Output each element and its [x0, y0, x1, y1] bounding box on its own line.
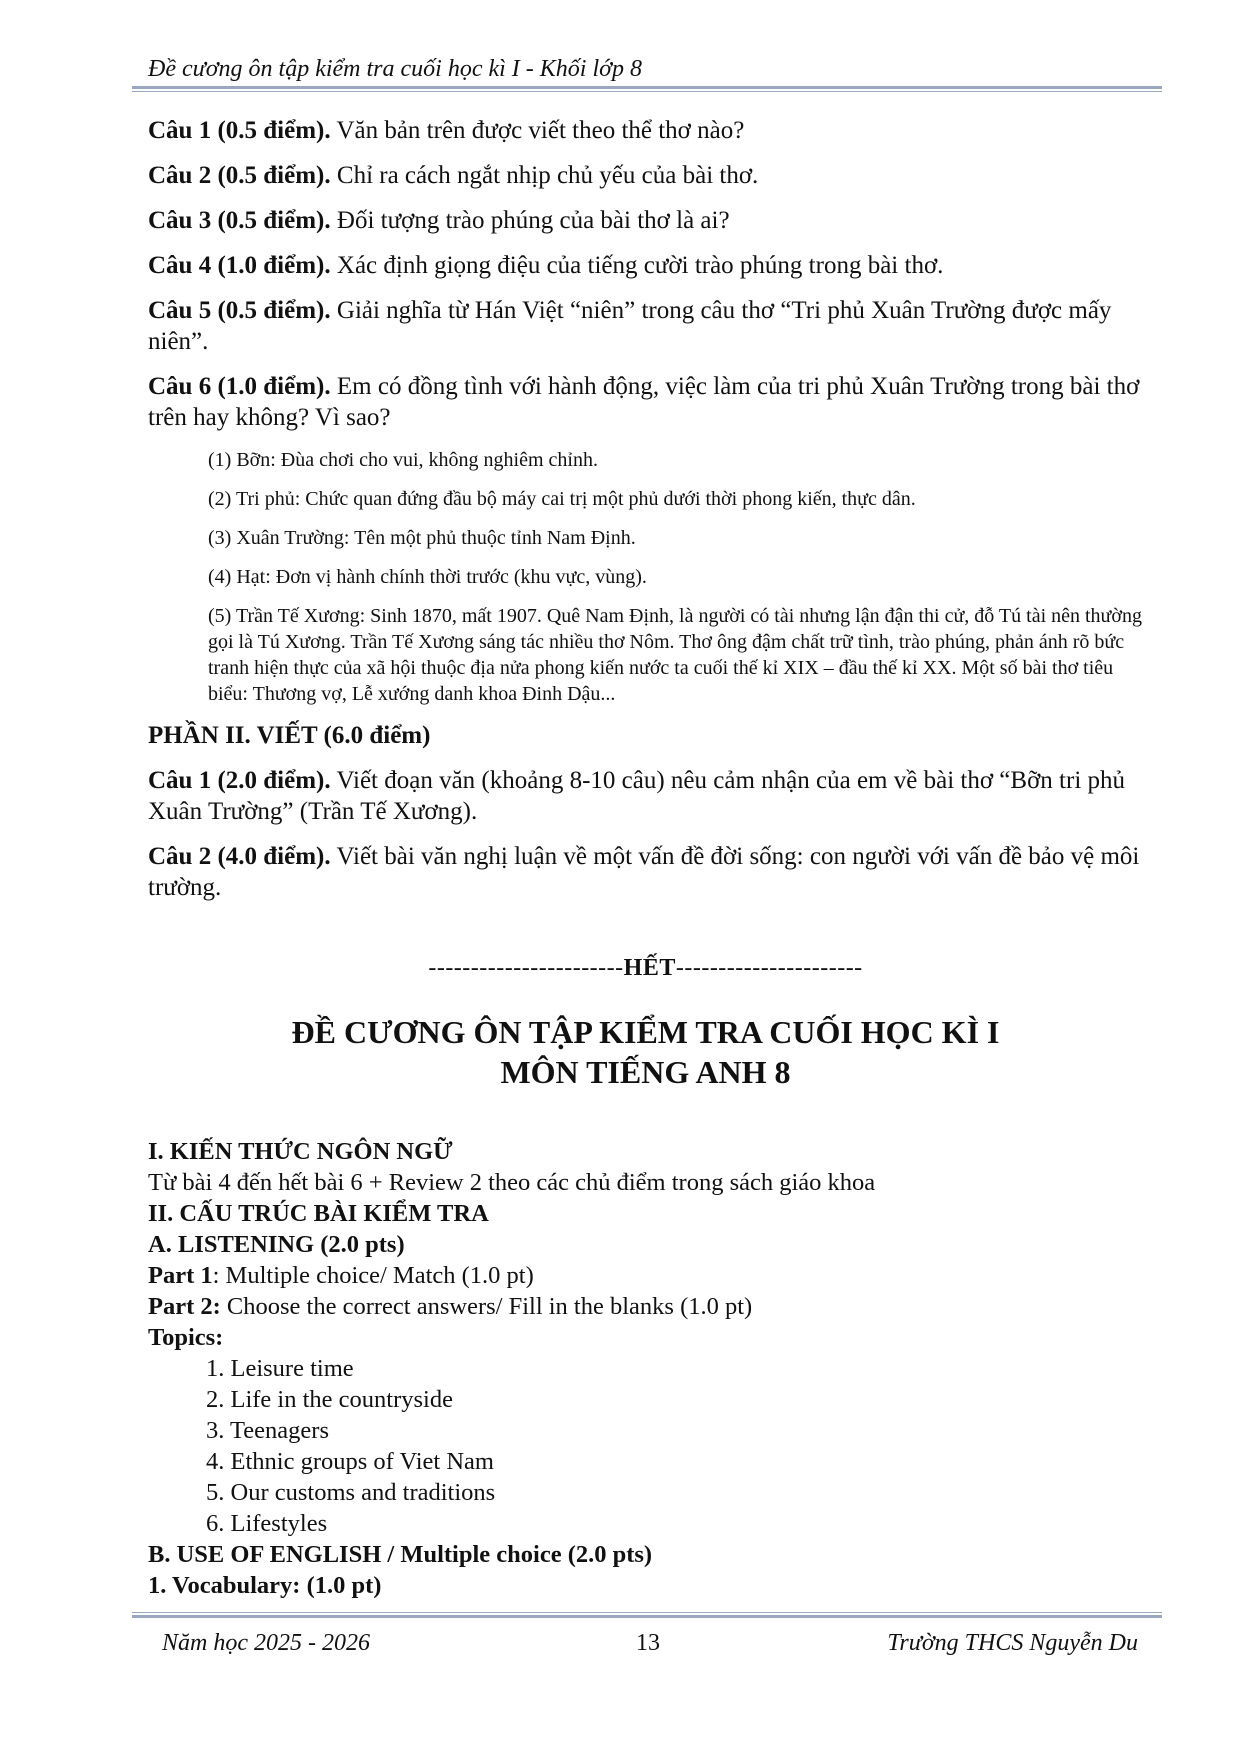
- topic-item: 6. Lifestyles: [206, 1510, 328, 1537]
- topics-label: Topics:: [148, 1324, 224, 1351]
- section-2-heading: II. CẤU TRÚC BÀI KIỂM TRA: [148, 1200, 489, 1227]
- topic-item: 1. Leisure time: [206, 1355, 354, 1382]
- footnote-5: (5) Trần Tế Xương: Sinh 1870, mất 1907. Quê Nam Định, là người có tài nhưng lận đận thi cử, đỗ Tú tài nên thường gọi là Tú Xương. Trần Tế Xương sáng tác nhiều thơ Nôm. Thơ ông đậm chất trữ tình, trào phúng, phản ánh rõ bức tranh hiện thực của xã hội thuộc địa nửa phong kiến nước ta cuối thế kỉ XIX – đầu thế kỉ XX. Một số bài thơ tiêu biểu: Thương vợ, Lễ xướng danh khoa Đinh Dậu...: [208, 605, 1142, 705]
- english-outline: [148, 1136, 1143, 1601]
- listening-part-1: Part 1: Multiple choice/ Match (1.0 pt): [148, 1262, 534, 1289]
- footer-school-name: Trường THCS Nguyễn Du: [887, 1630, 1138, 1656]
- page-header: Đề cương ôn tập kiểm tra cuối học kì I - Khối lớp 8: [148, 56, 642, 82]
- page-number: 13: [636, 1630, 660, 1656]
- listening-heading: A. LISTENING (2.0 pts): [148, 1231, 405, 1258]
- listening-part-2: Part 2: Choose the correct answers/ Fill in the blanks (1.0 pt): [148, 1293, 753, 1320]
- footer-rule: [132, 1612, 1162, 1618]
- writing-question-2: Câu 2 (4.0 điểm). Viết bài văn nghị luận về một vấn đề đời sống: con người với vấn đề bảo vệ môi trường.: [148, 843, 1140, 901]
- question-6: Câu 6 (1.0 điểm). Em có đồng tình với hành động, việc làm của tri phủ Xuân Trường trong bài thơ trên hay không? Vì sao?: [148, 373, 1140, 431]
- question-5: Câu 5 (0.5 điểm). Giải nghĩa từ Hán Việt “niên” trong câu thơ “Tri phủ Xuân Trường được mấy niên”.: [148, 297, 1112, 355]
- vocabulary-heading: 1. Vocabulary: (1.0 pt): [148, 1572, 382, 1599]
- topic-item: 5. Our customs and traditions: [206, 1479, 496, 1506]
- footnote-3: (3) Xuân Trường: Tên một phủ thuộc tỉnh Nam Định.: [208, 527, 636, 549]
- page-content: [148, 115, 1143, 1601]
- section-1-text: Từ bài 4 đến hết bài 6 + Review 2 theo các chủ điểm trong sách giáo khoa: [148, 1169, 876, 1196]
- footnote-1: (1) Bỡn: Đùa chơi cho vui, không nghiêm chỉnh.: [208, 449, 598, 471]
- footnotes: [208, 447, 1143, 707]
- use-of-english-heading: B. USE OF ENGLISH / Multiple choice (2.0 pts): [148, 1541, 653, 1568]
- end-marker: -----------------------HẾT----------------------: [428, 955, 863, 981]
- footnote-2: (2) Tri phủ: Chức quan đứng đầu bộ máy cai trị một phủ dưới thời phong kiến, thực dân.: [208, 488, 916, 510]
- writing-question-1: Câu 1 (2.0 điểm). Viết đoạn văn (khoảng 8-10 câu) nêu cảm nhận của em về bài thơ “Bỡn tri phủ Xuân Trường” (Trần Tế Xương).: [148, 767, 1126, 825]
- question-2: Câu 2 (0.5 điểm). Chỉ ra cách ngắt nhịp chủ yếu của bài thơ.: [148, 162, 759, 189]
- topic-item: 4. Ethnic groups of Viet Nam: [206, 1448, 494, 1475]
- footnote-4: (4) Hạt: Đơn vị hành chính thời trước (khu vực, vùng).: [208, 566, 647, 588]
- question-3: Câu 3 (0.5 điểm). Đối tượng trào phúng của bài thơ là ai?: [148, 207, 730, 234]
- part2-heading: PHẦN II. VIẾT (6.0 điểm): [148, 722, 431, 749]
- header-rule: [132, 86, 1162, 92]
- section-1-heading: I. KIẾN THỨC NGÔN NGỮ: [148, 1138, 453, 1165]
- topic-item: 3. Teenagers: [206, 1417, 330, 1444]
- english-title: ĐỀ CƯƠNG ÔN TẬP KIỂM TRA CUỐI HỌC KÌ I MÔN TIẾNG ANH 8: [291, 1014, 1000, 1090]
- question-1: Câu 1 (0.5 điểm). Văn bản trên được viết theo thể thơ nào?: [148, 117, 745, 144]
- footer-school-year: Năm học 2025 - 2026: [162, 1630, 370, 1656]
- question-4: Câu 4 (1.0 điểm). Xác định giọng điệu của tiếng cười trào phúng trong bài thơ.: [148, 252, 944, 279]
- topic-item: 2. Life in the countryside: [206, 1386, 453, 1413]
